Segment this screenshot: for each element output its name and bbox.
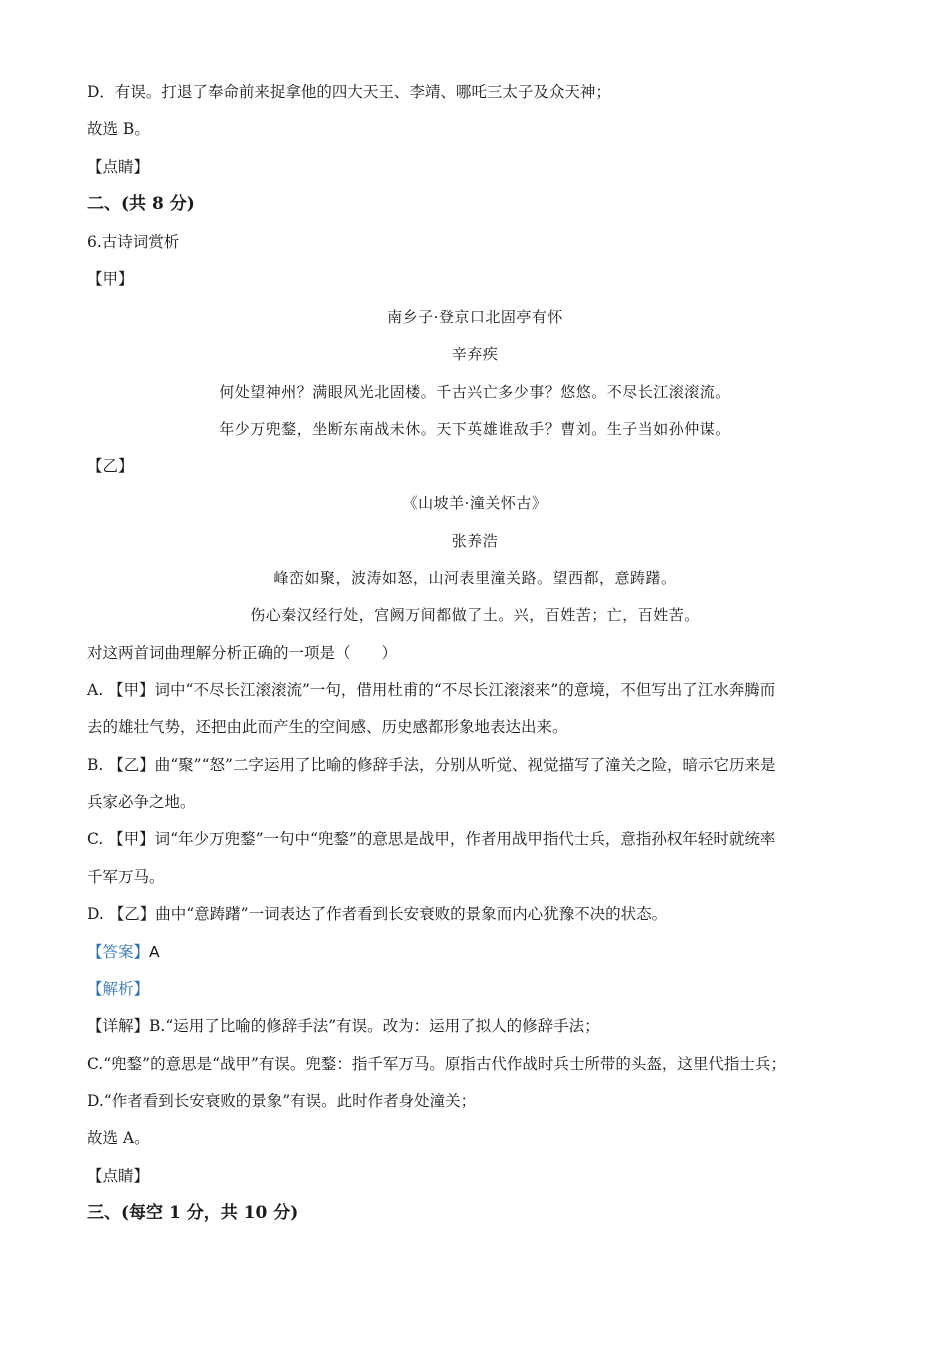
detail-line-c: C.“兜鍪”的意思是“战甲”有误。兜鍪：指千军万马。原指古代作战时兵士所带的头盔，这里代指士兵； bbox=[87, 1055, 786, 1073]
question-6-title: 6.古诗词赏析 bbox=[87, 233, 180, 251]
answer-label: 【答案】 bbox=[87, 943, 150, 961]
poem-yi-author: 张养浩 bbox=[451, 532, 499, 550]
detail-line-b: 【详解】B.“运用了比喻的修辞手法”有误。改为：运用了拟人的修辞手法； bbox=[87, 1017, 600, 1035]
poem-yi-line-1: 峰峦如聚，波涛如怒，山河表里潼关路。望西都，意踌躇。 bbox=[273, 569, 677, 587]
poem-jia-title: 南乡子·登京口北固亭有怀 bbox=[387, 308, 563, 326]
option-c-line-1: C. 【甲】词“年少万兜鍪”一句中“兜鍪”的意思是战甲，作者用战甲指代士兵，意指孙权年轻时就统率 bbox=[87, 830, 776, 848]
dianjing-label-2: 【点睛】 bbox=[87, 1167, 150, 1185]
poem-jia-line-1: 何处望神州？满眼风光北固楼。千古兴亡多少事？悠悠。不尽长江滚滚流。 bbox=[219, 383, 731, 401]
option-a-line-1: A. 【甲】词中“不尽长江滚滚流”一句，借用杜甫的“不尽长江滚滚来”的意境，不但写出了江水奔腾而 bbox=[87, 681, 776, 699]
detail-line-d: D.“作者看到长安衰败的景象”有误。此时作者身处潼关； bbox=[87, 1092, 477, 1110]
poem-jia-label: 【甲】 bbox=[87, 270, 134, 288]
answer-value: A bbox=[149, 943, 160, 961]
dianjing-label: 【点睛】 bbox=[87, 158, 150, 176]
answer-row bbox=[87, 940, 890, 964]
poem-jia-author: 辛弃疾 bbox=[451, 345, 499, 363]
choose-answer-text: 故选 B。 bbox=[87, 120, 150, 138]
option-d-text: D．有误。打退了奉命前来捉拿他的四大天王、李靖、哪吒三太子及众天神； bbox=[87, 83, 611, 101]
analysis-label: 【解析】 bbox=[87, 980, 150, 998]
choose-a-text: 故选 A。 bbox=[87, 1129, 150, 1147]
poem-yi-line-2: 伤心秦汉经行处，宫阙万间都做了土。兴，百姓苦；亡，百姓苦。 bbox=[250, 606, 700, 624]
option-a-line-2: 去的雄壮气势，还把由此而产生的空间感、历史感都形象地表达出来。 bbox=[87, 718, 568, 736]
section-three-heading: 三、(每空 1 分，共 10 分) bbox=[87, 1203, 299, 1223]
option-c-line-2: 千军万马。 bbox=[87, 868, 165, 886]
poem-yi-title: 《山坡羊·潼关怀古》 bbox=[402, 494, 548, 512]
poem-jia-line-2: 年少万兜鍪，坐断东南战未休。天下英雄谁敌手？曹刘。生子当如孙仲谋。 bbox=[219, 420, 731, 438]
option-d-line: D. 【乙】曲中“意踌躇”一词表达了作者看到长安衰败的景象而内心犹豫不决的状态。 bbox=[87, 905, 668, 923]
question-stem: 对这两首词曲理解分析正确的一项是（ ） bbox=[87, 644, 398, 662]
section-two-heading: 二、(共 8 分) bbox=[87, 194, 195, 214]
option-b-line-1: B. 【乙】曲“聚”“怒”二字运用了比喻的修辞手法，分别从听觉、视觉描写了潼关之险，暗示它历来是 bbox=[87, 756, 776, 774]
poem-yi-label: 【乙】 bbox=[87, 457, 134, 475]
option-b-line-2: 兵家必争之地。 bbox=[87, 793, 196, 811]
